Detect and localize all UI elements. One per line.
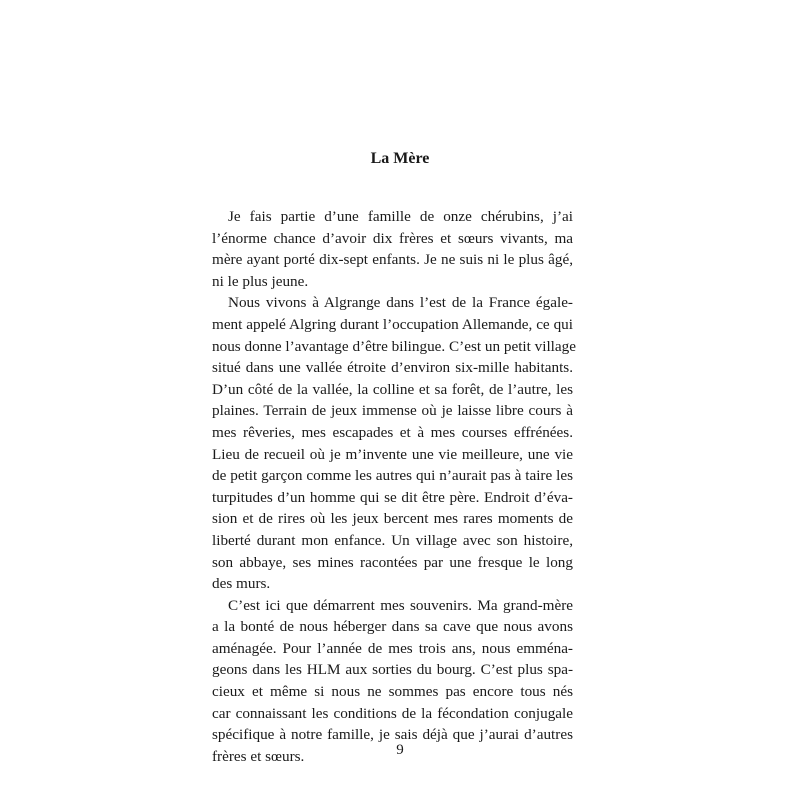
text-line: des murs.: [212, 575, 271, 593]
text-line: frères et sœurs.: [212, 747, 305, 765]
text-line: liberté durant mon enfance. Un village avec son histoire,: [212, 531, 573, 549]
text-line: de petit garçon comme les autres qui n’aurait pas à taire les: [212, 467, 573, 485]
text-line: a la bonté de nous héberger dans sa cave que nous avons: [212, 618, 573, 636]
text-line: nous donne l’avantage d’être bilingue. C’est un petit village: [212, 337, 576, 355]
text-line: l’énorme chance d’avoir dix frères et sœurs vivants, ma: [212, 229, 573, 247]
text-line: Nous vivons à Algrange dans l’est de la France égale-: [228, 294, 573, 312]
body-text: [212, 206, 576, 767]
text-line: mes rêveries, mes escapades et à mes courses effrénées.: [212, 423, 573, 441]
text-line: D’un côté de la vallée, la colline et sa forêt, de l’autre, les: [212, 380, 573, 398]
text-line: sion et de rires où les jeux bercent mes rares moments de: [212, 510, 573, 528]
page-number: 9: [396, 742, 404, 758]
text-line: C’est ici que démarrent mes souvenirs. Ma grand-mère: [228, 596, 573, 614]
text-line: spécifique à notre famille, je sais déjà que j’aurai d’autres: [212, 726, 573, 744]
text-line: Lieu de recueil où je m’invente une vie meilleure, une vie: [212, 445, 573, 463]
chapter-title: La Mère: [370, 150, 430, 167]
text-line: situé dans une vallée étroite d’environ six-mille habitants.: [212, 359, 573, 377]
text-line: cieux et même si nous ne sommes pas encore tous nés: [212, 683, 573, 701]
text-line: Je fais partie d’une famille de onze chérubins, j’ai: [228, 208, 573, 225]
text-line: son abbaye, ses mines racontées par une fresque le long: [212, 553, 573, 571]
text-line: car connaissant les conditions de la fécondation conjugale: [212, 704, 573, 722]
text-line: plaines. Terrain de jeux immense où je laisse libre cours à: [212, 402, 573, 420]
text-line: mère ayant porté dix-sept enfants. Je ne suis ni le plus âgé,: [212, 251, 573, 269]
text-line: aménagée. Pour l’année de mes trois ans, nous emména-: [212, 639, 573, 657]
text-line: geons dans les HLM aux sorties du bourg. C’est plus spa-: [212, 661, 573, 679]
text-line: ni le plus jeune.: [212, 272, 309, 290]
text-line: turpitudes d’un homme qui se dit être père. Endroit d’éva-: [212, 488, 573, 506]
text-line: ment appelé Algring durant l’occupation Allemande, ce qui: [212, 315, 573, 333]
